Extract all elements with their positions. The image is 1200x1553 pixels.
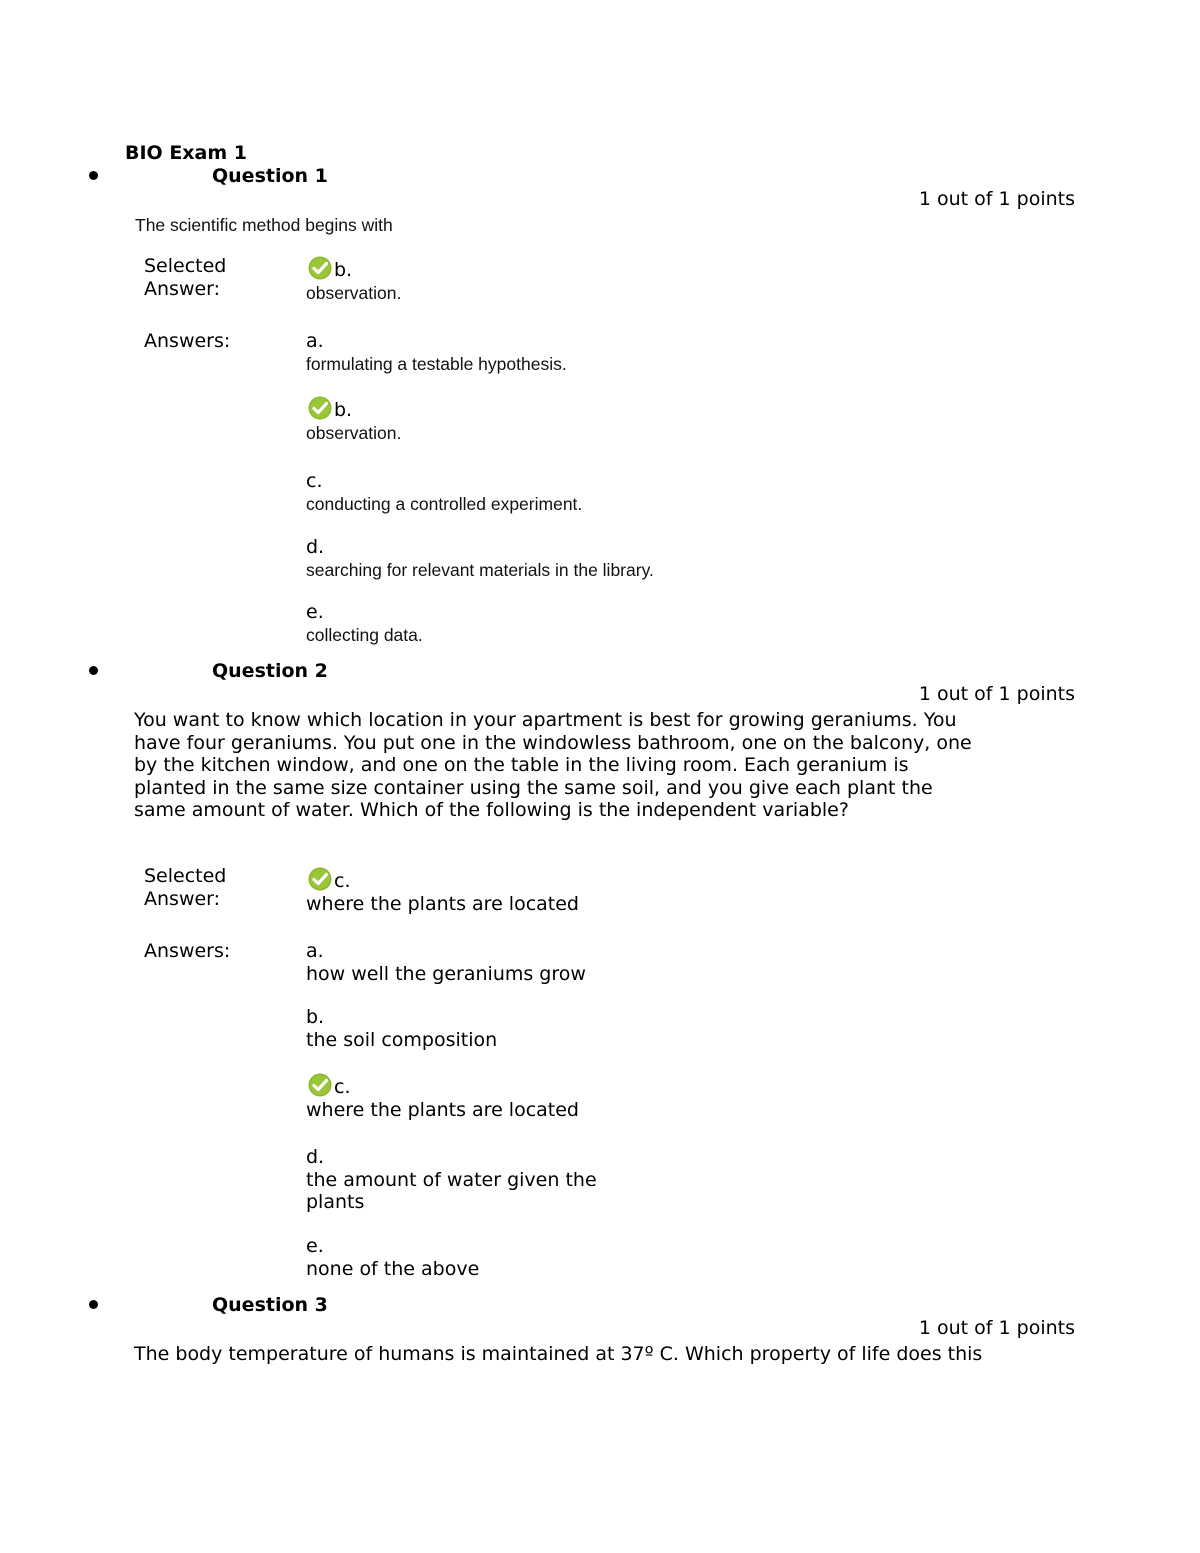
option-text: how well the geraniums grow [306,962,586,985]
selected-label-line2: Answer: [144,277,221,300]
selected-letter: c. [334,870,351,892]
option-text: the amount of water given the plants [306,1168,597,1214]
option-letter: d. [306,1146,325,1168]
option-letter: c. [334,1076,351,1098]
option-text: collecting data. [306,624,423,645]
option-letter: d. [306,536,325,558]
selected-label-line1: Selected [144,255,227,277]
option-letter: b. [334,399,353,421]
question-3-score: 1 out of 1 points [918,1317,1075,1339]
bullet-icon [89,1300,98,1309]
question-2-option-d [306,1146,626,1214]
answers-label: Answers: [144,330,231,352]
question-2-option-a [306,940,586,985]
question-1-option-b [306,396,401,444]
selected-letter: b. [334,259,353,281]
bullet-icon [89,666,98,675]
question-2-text [134,709,1014,822]
question-1-option-a [306,330,567,375]
selected-answer-label [144,865,226,910]
bullet-icon [89,171,98,180]
option-letter: e. [306,601,324,623]
selected-text: where the plants are located [306,892,579,915]
question-2-selected-answer [306,867,579,915]
question-2-option-b [306,1006,497,1051]
option-letter: a. [306,330,324,352]
option-text: searching for relevant materials in the library. [306,559,654,580]
answers-label: Answers: [144,940,231,962]
question-1-option-d [306,536,654,581]
question-2-text-line: have four geraniums. You put one in the windowless bathroom, one on the balcony, one [134,731,972,754]
selected-label-line2: Answer: [144,887,221,910]
option-text: the soil composition [306,1028,498,1051]
option-letter: c. [306,470,323,492]
selected-text: observation. [306,282,402,303]
option-text: conducting a controlled experiment. [306,493,583,514]
option-letter: e. [306,1235,324,1257]
question-2-text-line: planted in the same size container using the same soil, and you give each plant the [134,776,933,799]
question-2-heading: Question 2 [212,660,328,682]
option-text: formulating a testable hypothesis. [306,353,567,374]
question-2-score: 1 out of 1 points [918,683,1075,705]
question-2-text-line: You want to know which location in your apartment is best for growing geraniums. You [134,709,957,731]
check-circle-icon [308,1073,332,1097]
question-2-text-line: same amount of water. Which of the following is the independent variable? [134,799,849,822]
question-1-text: The scientific method begins with [135,215,393,235]
question-3-heading: Question 3 [212,1294,328,1316]
selected-label-line1: Selected [144,865,227,887]
question-1-selected-answer [306,256,401,304]
option-letter: a. [306,940,324,962]
question-1-heading: Question 1 [212,165,328,187]
option-text: where the plants are located [306,1098,579,1121]
question-1-option-e [306,601,423,646]
question-2-text-line: by the kitchen window, and one on the table in the living room. Each geranium is [134,754,909,777]
option-text: observation. [306,422,402,443]
selected-answer-label [144,255,226,300]
check-circle-icon [308,867,332,891]
question-1-score: 1 out of 1 points [918,188,1075,210]
question-1-option-c [306,470,582,515]
document-title: BIO Exam 1 [125,142,248,164]
check-circle-icon [308,256,332,280]
check-circle-icon [308,396,332,420]
option-letter: b. [306,1006,325,1028]
option-text: none of the above [306,1257,480,1280]
question-3-text: The body temperature of humans is maintained at 37º C. Which property of life does this [134,1343,983,1365]
question-2-option-e [306,1235,479,1280]
question-2-option-c [306,1073,579,1121]
